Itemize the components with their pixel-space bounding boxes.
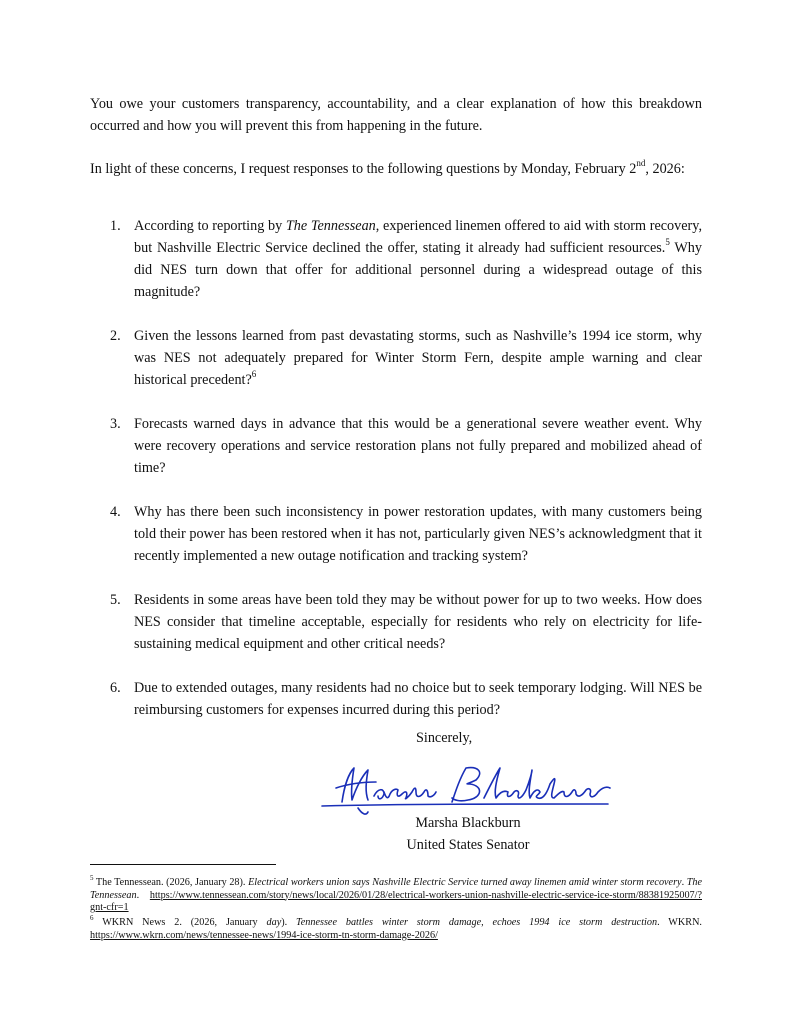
question-item-5 [90,589,702,655]
question-text: Residents in some areas have been told they may be without power for up to two weeks. How does NES consider that timeline acceptable, especially for residents who rely on electricity for life-sustaining medical equipment and other critical needs? [134,592,702,652]
footnote-5 [90,873,703,915]
question-text: According to reporting by [134,218,286,234]
footnote-text: The Tennessean. (2026, January 28). [93,877,249,888]
question-item-3 [90,413,702,479]
intro-p2-tail: , 2026: [645,161,685,177]
footnote-link[interactable]: https://www.tennessean.com/story/news/local/2026/01/28/electrical-workers-union-nashville-electric-service-ice-storm/88381925007/?gnt-cfr=1 [90,889,702,913]
footnote-article-title: Electrical workers union says Nashville Electric Service turned away linemen amid winter storm recovery [248,877,682,888]
question-number: 6. [110,680,121,696]
signer-title: United States Senator [406,837,530,853]
footnote-ref-6: 6 [251,369,257,380]
intro-paragraph-2 [90,158,702,180]
question-text: Forecasts warned days in advance that this would be a generational severe weather event. Why were recovery operations and service restoration plans not fully prepared and mobilized ahead of time? [134,416,702,476]
question-number: 1. [110,218,121,234]
publication-name: The Tennessean [285,218,376,234]
footnote-link[interactable]: https://www.wkrn.com/news/tennessee-news/1994-ice-storm-tn-storm-damage-2026/ [90,929,438,941]
footnote-mark: 5 [90,873,94,882]
intro-paragraph-1: You owe your customers transparency, accountability, and a clear explanation of how this breakdown occurred and how you will prevent this from happening in the future. [90,96,702,134]
question-text-end: Why did NES turn down that offer for additional personnel during a widespread outage of this magnitude? [134,240,702,300]
question-item-6 [90,677,702,721]
signer-block [398,812,538,856]
footnote-day: day [266,917,282,928]
question-text-cont: , experienced linemen offered to aid with storm recovery, but Nashville Electric Service declined the offer, stating it already had sufficient resources. [134,218,702,256]
question-text: Why has there been such inconsistency in power restoration updates, with many customers being told their power has been restored when it has not, particularly given NES’s acknowledgment that it recently implemented a new outage notification and tracking system? [134,504,702,564]
footnote-sep: . [681,877,687,888]
question-text: Due to extended outages, many residents had no choice but to seek temporary lodging. Will NES be reimbursing customers for expenses incurred during this period? [134,680,702,718]
footnote-sep-2: . [136,889,150,901]
footnote-ref-5: 5 [665,237,670,248]
question-item-4 [90,501,702,567]
question-item-1 [90,215,702,303]
question-number: 3. [110,416,121,432]
question-number: 2. [110,328,121,344]
question-item-2 [90,325,702,391]
footnote-6 [90,913,702,942]
closing-salutation: Sincerely, [416,730,473,746]
question-number: 4. [110,504,121,520]
questions-list [90,215,702,721]
footnote-text: WKRN News 2. (2026, January [93,917,267,928]
footnote-publication: The Tennessean [90,877,703,901]
footnote-sep-2: . WKRN. [657,917,702,928]
footnote-article-title: Tennessee battles winter storm damage, echoes 1994 ice storm destruction [296,917,658,928]
question-text: Given the lessons learned from past devastating storms, such as Nashville’s 1994 ice storm, why was NES not adequately prepared for Winter Storm Fern, despite ample warning and clear historical precedent? [134,328,702,388]
question-number: 5. [110,592,121,608]
signer-name: Marsha Blackburn [415,815,521,831]
intro-p2-sup: nd [636,158,646,169]
footnote-sep: ). [281,917,297,928]
intro-p2-text: In light of these concerns, I request responses to the following questions by Monday, February 2 [90,161,637,177]
footnote-divider [90,864,276,865]
footnote-mark: 6 [90,913,94,922]
